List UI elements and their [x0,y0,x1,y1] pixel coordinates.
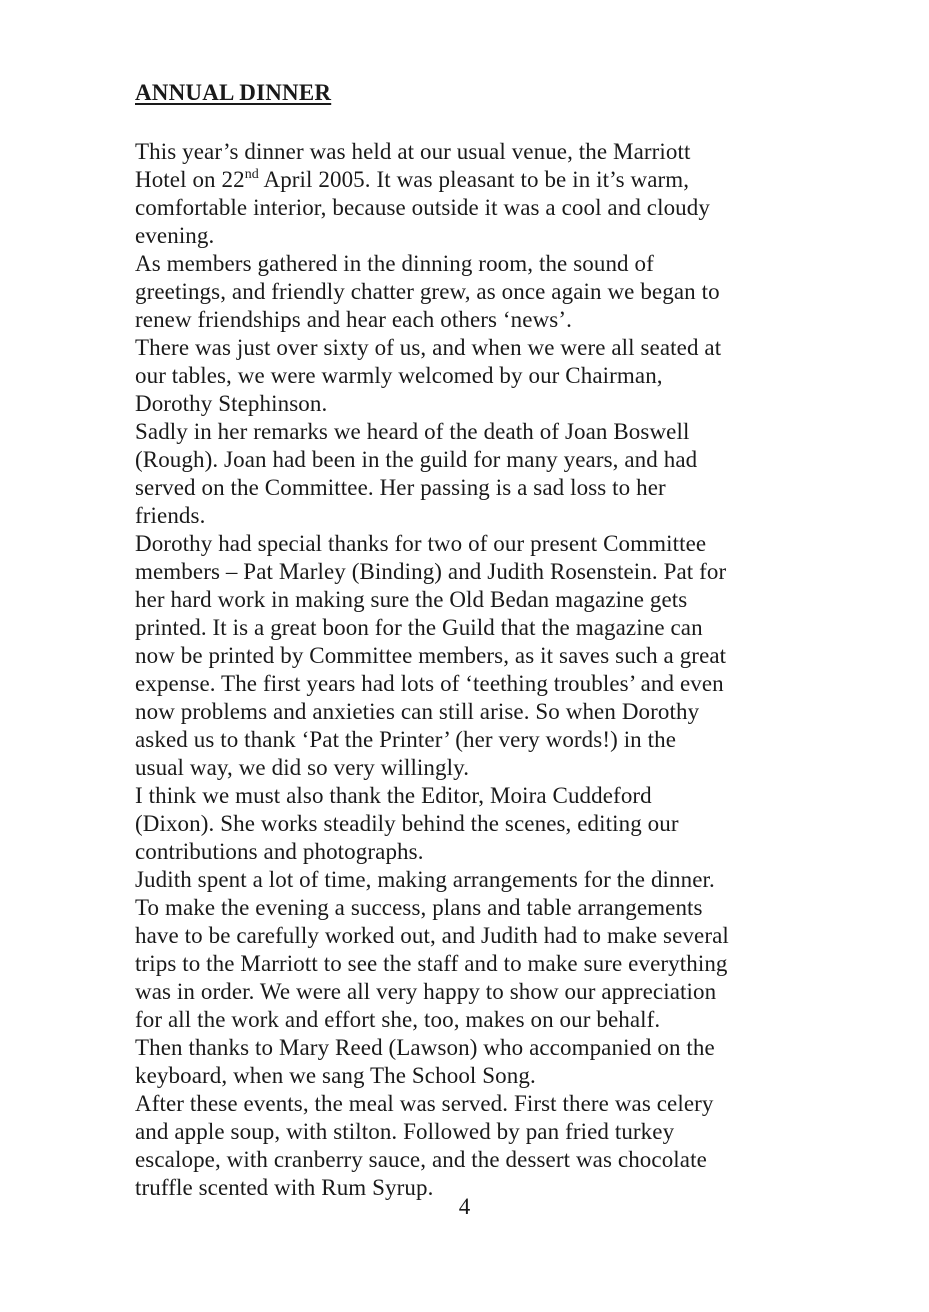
text-segment: April 2005. It was pleasant to be in it’s warm, [258,167,690,192]
text-line: printed. It is a great boon for the Guild that the magazine can [135,615,703,640]
text-segment: Hotel on 22 [135,167,245,192]
document-page [135,78,810,1202]
text-line: truffle scented with Rum Syrup. [135,1175,434,1200]
text-line: comfortable interior, because outside it was a cool and cloudy [135,195,710,220]
page-title: ANNUAL DINNER [135,80,332,105]
text-line: and apple soup, with stilton. Followed by pan fried turkey [135,1119,675,1144]
text-line: (Rough). Joan had been in the guild for many years, and had [135,447,698,472]
text-line: There was just over sixty of us, and when we were all seated at [135,335,722,360]
ordinal-superscript: nd [244,167,259,182]
text-line: To make the evening a success, plans and table arrangements [135,895,703,920]
text-line: contributions and photographs. [135,839,424,864]
text-line: Then thanks to Mary Reed (Lawson) who accompanied on the [135,1035,715,1060]
text-line: This year’s dinner was held at our usual venue, the Marriott [135,139,691,164]
text-line: escalope, with cranberry sauce, and the dessert was chocolate [135,1147,707,1172]
text-line: (Dixon). She works steadily behind the scenes, editing our [135,811,679,836]
text-line: our tables, we were warmly welcomed by our Chairman, [135,363,663,388]
text-line: Sadly in her remarks we heard of the death of Joan Boswell [135,419,690,444]
article-body [135,138,810,1202]
text-line: renew friendships and hear each others ‘news’. [135,307,572,332]
text-line: Dorothy had special thanks for two of our present Committee [135,531,707,556]
text-line: I think we must also thank the Editor, Moira Cuddeford [135,783,652,808]
text-line: trips to the Marriott to see the staff and to make sure everything [135,951,728,976]
text-line: After these events, the meal was served. First there was celery [135,1091,714,1116]
text-line: As members gathered in the dinning room, the sound of [135,251,654,276]
text-line: Judith spent a lot of time, making arrangements for the dinner. [135,867,715,892]
text-line: was in order. We were all very happy to show our appreciation [135,979,717,1004]
text-line: members – Pat Marley (Binding) and Judith Rosenstein. Pat for [135,559,727,584]
text-line: have to be carefully worked out, and Judith had to make several [135,923,729,948]
text-line: served on the Committee. Her passing is a sad loss to her [135,475,666,500]
text-line: greetings, and friendly chatter grew, as once again we began to [135,279,720,304]
text-line: asked us to thank ‘Pat the Printer’ (her very words!) in the [135,727,677,752]
text-line: friends. [135,503,206,528]
text-line: her hard work in making sure the Old Bedan magazine gets [135,587,688,612]
text-line [135,166,810,194]
page-number: 4 [458,1194,471,1219]
text-line: evening. [135,223,215,248]
text-line: keyboard, when we sang The School Song. [135,1063,536,1088]
text-line: usual way, we did so very willingly. [135,755,470,780]
text-line: now problems and anxieties can still arise. So when Dorothy [135,699,700,724]
text-line: Dorothy Stephinson. [135,391,328,416]
text-line: expense. The first years had lots of ‘teething troubles’ and even [135,671,724,696]
text-line: for all the work and effort she, too, makes on our behalf. [135,1007,661,1032]
text-line: now be printed by Committee members, as it saves such a great [135,643,727,668]
